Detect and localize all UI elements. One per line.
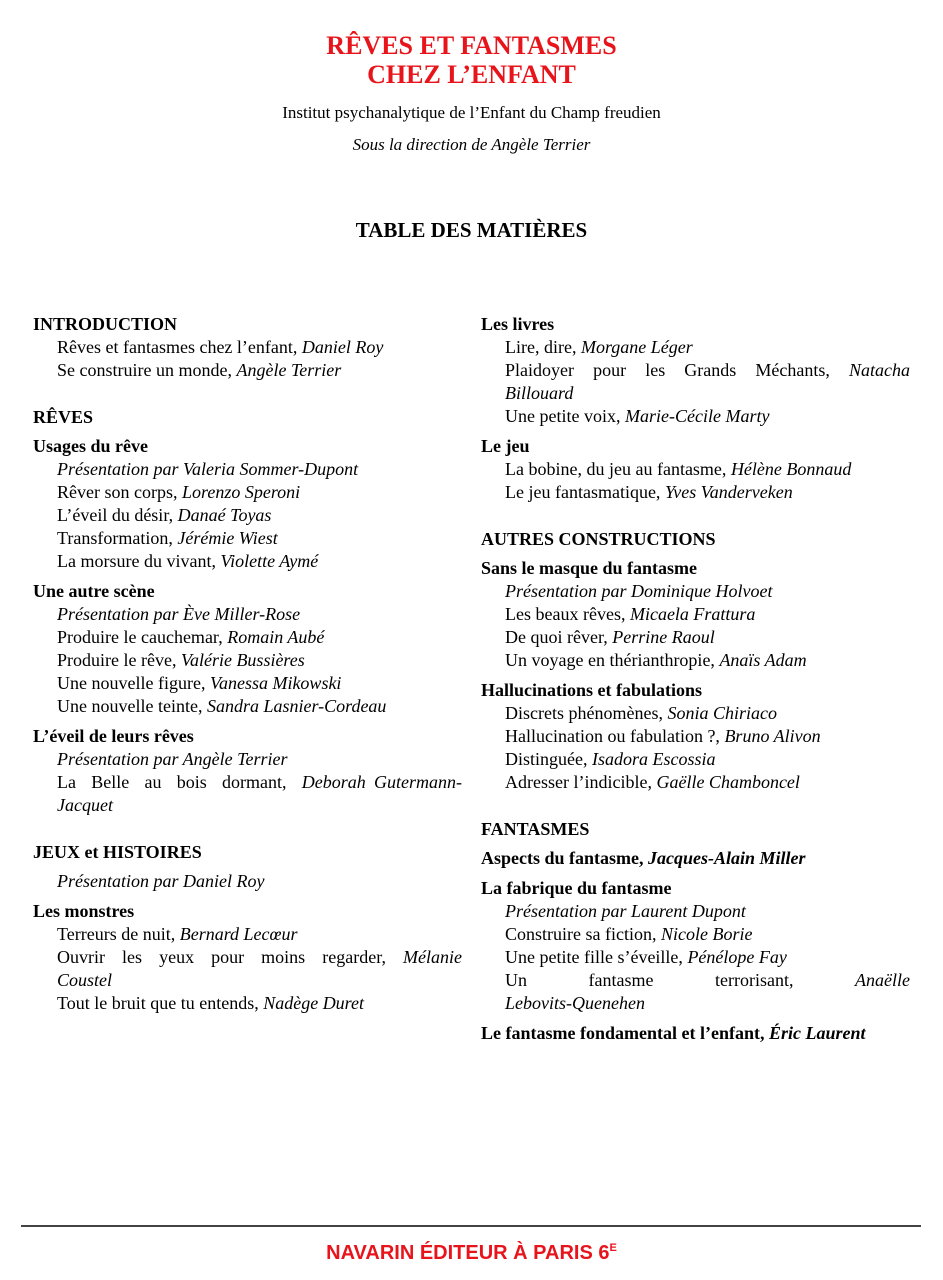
editor-direction: Sous la direction de Angèle Terrier	[352, 135, 591, 154]
book-title-line1: RÊVES ET FANTASMES	[326, 31, 617, 60]
toc-entry[interactable]: Une nouvelle teinte, Sandra Lasnier-Cordeau	[57, 696, 387, 716]
toc-entry[interactable]: Transformation, Jérémie Wiest	[57, 528, 278, 548]
toc-entry[interactable]: Le jeu fantasmatique, Yves Vanderveken	[505, 482, 793, 502]
toc-entry[interactable]: Lire, dire, Morgane Léger	[505, 337, 693, 357]
section-heading: Les livres	[481, 314, 555, 334]
toc-entry[interactable]: Produire le rêve, Valérie Bussières	[57, 650, 305, 670]
section-heading: Sans le masque du fantasme	[481, 558, 698, 578]
section-heading: La fabrique du fantasme	[481, 878, 672, 898]
toc-entry[interactable]: Une petite fille s’éveille, Pénélope Fay	[505, 947, 787, 967]
section-heading: Le jeu	[481, 436, 530, 456]
toc-entry[interactable]: Adresser l’indicible, Gaëlle Chamboncel	[505, 772, 800, 792]
publisher-superscript: E	[609, 1242, 617, 1254]
toc-entry[interactable]: Produire le cauchemar, Romain Aubé	[57, 627, 325, 647]
section-heading: Une autre scène	[33, 581, 155, 601]
toc-entry[interactable]: La bobine, du jeu au fantasme, Hélène Bonnaud	[505, 459, 852, 479]
institute-name: Institut psychanalytique de l’Enfant du Champ freudien	[282, 103, 661, 122]
toc-entry[interactable]: Une nouvelle figure, Vanessa Mikowski	[57, 673, 342, 693]
part-heading: RÊVES	[33, 407, 94, 427]
toc-entry[interactable]: Distinguée, Isadora Escossia	[505, 749, 716, 769]
section-heading: L’éveil de leurs rêves	[33, 726, 194, 746]
toc-entry[interactable]: La morsure du vivant, Violette Aymé	[57, 551, 319, 571]
toc-entry[interactable]: Rêver son corps, Lorenzo Speroni	[57, 482, 301, 502]
toc-entry[interactable]: Construire sa fiction, Nicole Borie	[505, 924, 753, 944]
toc-entry[interactable]: Ouvrir les yeux pour moins regarder, Mélanie Coustel	[57, 947, 462, 990]
publisher-footer	[0, 1236, 943, 1265]
toc-presentation[interactable]: Présentation par Dominique Holvoet	[505, 581, 773, 601]
toc-entry[interactable]: Terreurs de nuit, Bernard Lecœur	[57, 924, 298, 944]
footer-divider	[21, 1225, 921, 1227]
toc-entry[interactable]: Rêves et fantasmes chez l’enfant, Daniel Roy	[57, 337, 384, 357]
toc-presentation[interactable]: Présentation par Laurent Dupont	[505, 901, 746, 921]
part-heading: JEUX et HISTOIRES	[33, 842, 202, 862]
toc-entry[interactable]: Discrets phénomènes, Sonia Chiriaco	[505, 703, 777, 723]
publisher-name: NAVARIN ÉDITEUR À PARIS 6	[326, 1242, 610, 1264]
toc-right-column	[481, 313, 910, 1045]
toc-entry[interactable]: Un fantasme terrorisant, Anaëlle Lebovits-Quenehen	[505, 970, 910, 1013]
toc-presentation[interactable]: Présentation par Daniel Roy	[57, 871, 265, 891]
part-heading: FANTASMES	[481, 819, 590, 839]
toc-left-column	[33, 313, 462, 1015]
toc-entry[interactable]: Tout le bruit que tu entends, Nadège Duret	[57, 993, 365, 1013]
section-heading: Hallucinations et fabulations	[481, 680, 703, 700]
toc-entry[interactable]: Les beaux rêves, Micaela Frattura	[505, 604, 756, 624]
book-title-line2: CHEZ L’ENFANT	[367, 60, 576, 89]
toc-entry[interactable]: Une petite voix, Marie-Cécile Marty	[505, 406, 770, 426]
section-heading-with-author[interactable]: Aspects du fantasme, Jacques-Alain Miller	[481, 848, 806, 868]
toc-entry[interactable]: La Belle au bois dormant, Deborah Gutermann-Jacquet	[57, 772, 463, 815]
part-heading: AUTRES CONSTRUCTIONS	[481, 529, 716, 549]
toc-presentation[interactable]: Présentation par Ève Miller-Rose	[57, 604, 301, 624]
toc-presentation[interactable]: Présentation par Valeria Sommer-Dupont	[57, 459, 359, 479]
section-heading-with-author[interactable]: Le fantasme fondamental et l’enfant, Éric Laurent	[481, 1023, 866, 1043]
section-heading: Usages du rêve	[33, 436, 148, 456]
part-heading: INTRODUCTION	[33, 314, 178, 334]
toc-entry[interactable]: L’éveil du désir, Danaé Toyas	[57, 505, 272, 525]
toc-entry[interactable]: De quoi rêver, Perrine Raoul	[505, 627, 715, 647]
toc-entry[interactable]: Se construire un monde, Angèle Terrier	[57, 360, 342, 380]
toc-entry[interactable]: Plaidoyer pour les Grands Méchants, Natacha Billouard	[505, 360, 910, 403]
toc-title: TABLE DES MATIÈRES	[355, 218, 588, 242]
toc-entry[interactable]: Un voyage en thérianthropie, Anaïs Adam	[505, 650, 807, 670]
section-heading: Les monstres	[33, 901, 135, 921]
toc-entry[interactable]: Hallucination ou fabulation ?, Bruno Alivon	[505, 726, 821, 746]
book-title	[0, 31, 943, 89]
toc-presentation[interactable]: Présentation par Angèle Terrier	[57, 749, 288, 769]
